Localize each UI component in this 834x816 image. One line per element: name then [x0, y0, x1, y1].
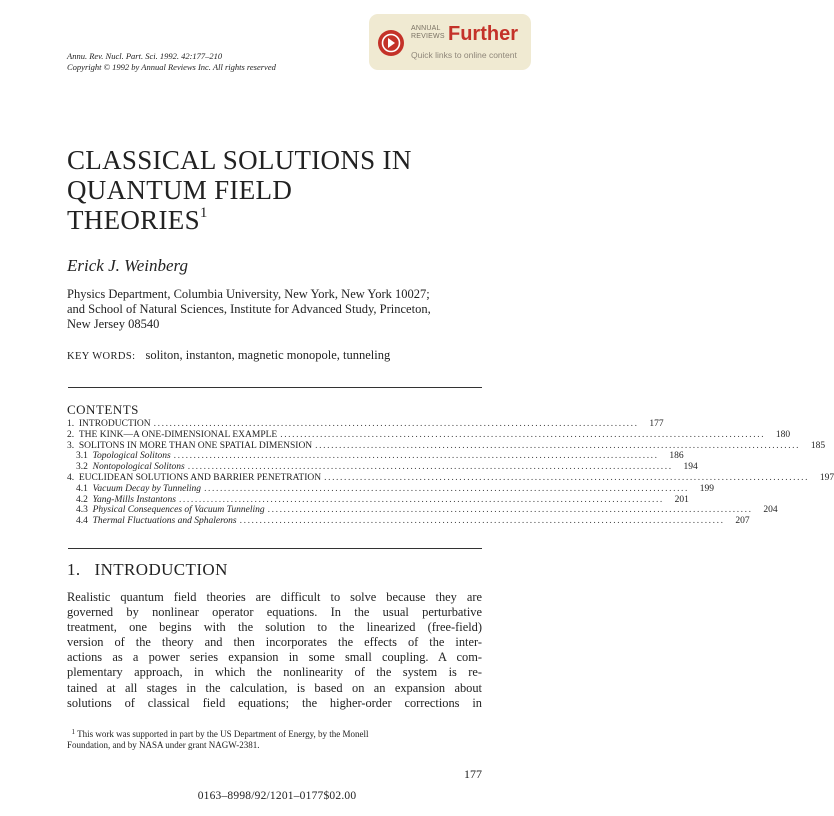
- banner-brand-label: ANNUAL REVIEWS: [411, 25, 445, 40]
- keywords: [67, 348, 390, 363]
- body-line: version of the theory and then incorporates the effects of the inter-: [67, 635, 482, 650]
- author-affiliation: Physics Department, Columbia University, New York, New York 10027; and School of Natural Sciences, Institute for Advanced Study, Princeton, New Jersey 08540: [67, 287, 431, 331]
- footnote-mark: 1: [71, 728, 75, 736]
- banner-subtitle: Quick links to online content: [411, 50, 517, 60]
- table-of-contents: [67, 419, 834, 527]
- toc-subentry[interactable]: 4.1 Vacuum Decay by Tunneling .......................................................................................................................... 199: [76, 483, 715, 494]
- contents-heading: CONTENTS: [67, 402, 139, 417]
- body-line: actions as a power series expansion in some small coupling. A com-: [67, 650, 482, 665]
- toc-subentry[interactable]: 4.4 Thermal Fluctuations and Sphalerons .......................................................................................................................... 207: [76, 516, 750, 527]
- further-arrow-icon[interactable]: [378, 30, 404, 56]
- body-paragraph: [67, 590, 482, 711]
- banner-further-label[interactable]: Further: [448, 23, 518, 45]
- title-line: THEORIES$^1$: [67, 205, 208, 235]
- title-line: CLASSICAL SOLUTIONS IN: [67, 145, 412, 175]
- toc-entry[interactable]: 1. INTRODUCTION .......................................................................................................................... 177: [67, 419, 664, 429]
- toc-entry[interactable]: 3. SOLITONS IN MORE THAN ONE SPATIAL DIMENSION .......................................................................................................................... 185: [67, 440, 826, 451]
- body-line: Realistic quantum field theories are difficult to solve because they are: [67, 590, 482, 604]
- body-line: solutions of classical field equations; the higher-order corrections in: [67, 695, 482, 710]
- body-line: treatment, one begins with the solution to the linearized (free-field): [67, 620, 482, 635]
- price-code: 0163–8998/92/1201–0177$02.00: [197, 790, 357, 802]
- page-number: 177: [464, 767, 482, 781]
- keywords-label: KEY WORDS:: [67, 351, 136, 362]
- toc-entry[interactable]: 2. THE KINK—A ONE-DIMENSIONAL EXAMPLE .......................................................................................................................... 180: [67, 429, 791, 440]
- article-title: [67, 145, 412, 235]
- section-heading: 1. INTRODUCTION: [67, 560, 228, 579]
- author-name: Erick J. Weinberg: [67, 256, 189, 275]
- toc-subentry[interactable]: 3.2 Nontopological Solitons .......................................................................................................................... 194: [76, 462, 698, 473]
- body-line: tained at all stages in the calculation, is based on an expansion about: [67, 680, 482, 695]
- keywords-text: soliton, instanton, magnetic monopole, tunneling: [145, 348, 391, 362]
- divider: [68, 387, 482, 388]
- title-footnote-mark: 1: [199, 205, 208, 221]
- divider: [68, 548, 482, 549]
- body-line: governed by nonlinear operator equations. In the usual perturbative: [67, 605, 482, 620]
- copyright-notice: Copyright © 1992 by Annual Reviews Inc. All rights reserved: [67, 62, 276, 72]
- body-line: plementary approach, in which the nonlinearity of the system is re-: [67, 665, 482, 680]
- footnote: $^1$ This work was supported in part by the US Department of Energy, by the Monell Foundation, and by NASA under grant NAGW-2381.: [67, 728, 369, 750]
- toc-entry[interactable]: 4. EUCLIDEAN SOLUTIONS AND BARRIER PENETRATION .......................................................................................................................... 197: [67, 472, 834, 483]
- toc-subentry[interactable]: 4.2 Yang-Mills Instantons .......................................................................................................................... 201: [76, 494, 689, 505]
- title-line: QUANTUM FIELD: [67, 175, 293, 205]
- journal-citation: Annu. Rev. Nucl. Part. Sci. 1992. 42:177–210: [67, 51, 223, 61]
- toc-subentry[interactable]: 4.3 Physical Consequences of Vacuum Tunneling .......................................................................................................................... 204: [76, 505, 778, 516]
- toc-subentry[interactable]: 3.1 Topological Solitons .......................................................................................................................... 186: [76, 451, 684, 462]
